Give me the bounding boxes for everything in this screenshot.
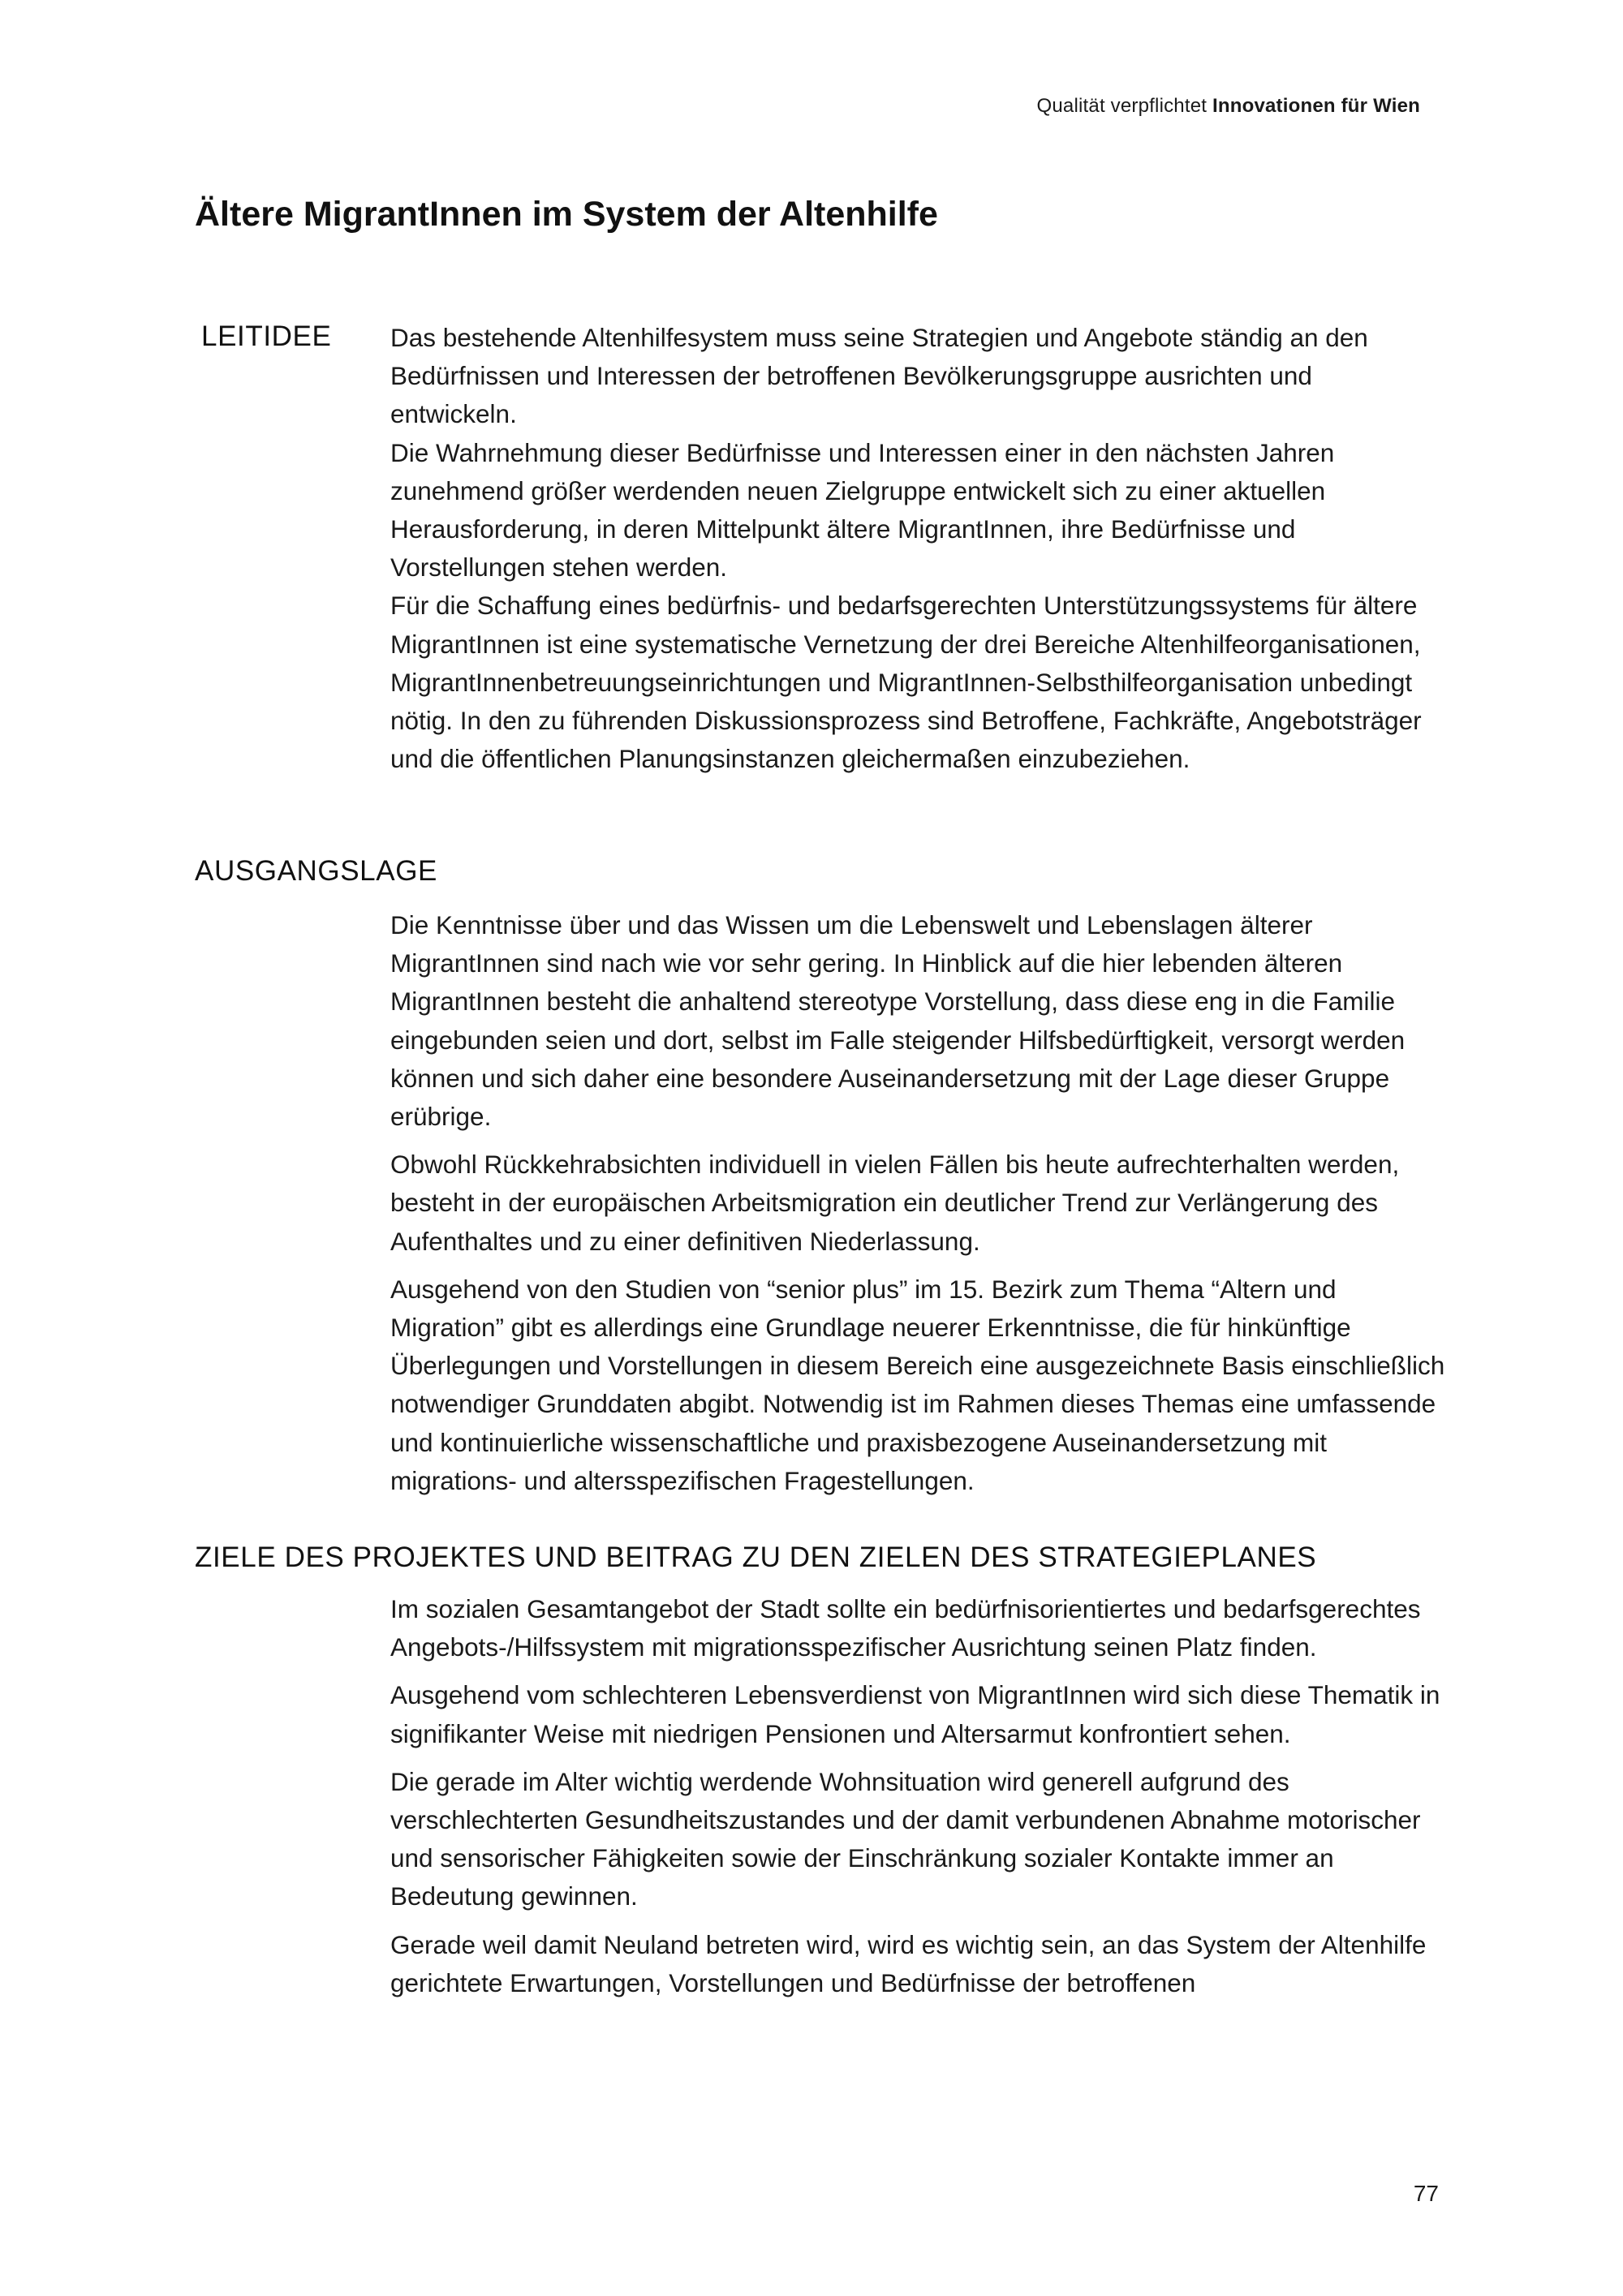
running-header (1037, 95, 1421, 118)
paragraph: Die Wahrnehmung dieser Bedürfnisse und Interessen einer in den nächsten Jahren zunehmend größer werdenden neuen Zielgruppe entwickelt sich zu einer aktuellen Herausforderung, in deren Mittelpunkt ältere MigrantInnen, ihre Bedürfnisse und Vorstellungen stehen werden. (390, 437, 1335, 583)
section-body-ausgangslage (390, 906, 1445, 1500)
paragraph: Die Kenntnisse über und das Wissen um die Lebenswelt und Lebenslagen älterer MigrantInnen sind nach wie vor sehr gering. In Hinblick auf die hier lebenden älteren MigrantInnen besteht die anhaltend stereotype Vorstellung, dass diese eng in die Familie eingebunden seien und dort, selbst im Falle steigender Hilfsbedürftigkeit, versorgt werden können und sich daher eine besondere Auseinandersetzung mit der Lage dieser Gruppe erübrige. (390, 910, 1406, 1132)
paragraph: Die gerade im Alter wichtig werdende Wohnsituation wird generell aufgrund des verschlechterten Gesundheitszustandes und der damit verbundenen Abnahme motorischer und sensorischer Fähigkeiten sowie der Einschränkung sozialer Kontakte immer an Bedeutung gewinnen. (390, 1766, 1421, 1911)
header-prefix: Qualität verpflichtet (1036, 95, 1208, 117)
paragraph: Ausgehend vom schlechteren Lebensverdienst von MigrantInnen wird sich diese Thematik in signifikanter Weise mit niedrigen Pensionen und Altersarmut konfrontiert sehen. (390, 1680, 1440, 1748)
section-body-leitidee (390, 319, 1445, 778)
paragraph: Für die Schaffung eines bedürfnis- und bedarfsgerechten Unterstützungssystems für ältere MigrantInnen ist eine systematische Vernetzung der drei Bereiche Altenhilfeorganisationen, MigrantInnenbetreuungseinrichtungen und MigrantInnen-Selbsthilfeorganisation unbedingt nötig. In den zu führenden Diskussionsprozess sind Betroffene, Fachkräfte, Angebotsträger und die öffentlichen Planungsinstanzen gleichermaßen einzubeziehen. (390, 591, 1422, 774)
section-label-leitidee: LEITIDEE (201, 320, 332, 352)
paragraph: Gerade weil damit Neuland betreten wird, wird es wichtig sein, an das System der Altenhilfe gerichtete Erwartungen, Vorstellungen und Bedürfnisse der betroffenen (390, 1929, 1427, 1997)
section-label-ziele: ZIELE DES PROJEKTES UND BEITRAG ZU DEN ZIELEN DES STRATEGIEPLANES (195, 1541, 1317, 1573)
paragraph: Ausgehend von den Studien von “senior plus” im 15. Bezirk zum Thema “Altern und Migration” gibt es allerdings eine Grundlage neuerer Erkenntnisse, die für hinkünftige Überlegungen und Vorstellungen in diesem Bereich eine ausgezeichnete Basis einschließlich notwendiger Grunddaten abgibt. Notwendig ist im Rahmen dieses Themas eine umfassende und kontinuierliche wissenschaftliche und praxisbezogene Auseinandersetzung mit migrations- und altersspezifischen Fragestellungen. (390, 1274, 1445, 1495)
paragraph: Das bestehende Altenhilfesystem muss seine Strategien und Angebote ständig an den Bedürfnissen und Interessen der betroffenen Bevölkerungsgruppe ausrichten und entwickeln. (390, 323, 1368, 429)
header-emphasis: Innovationen für Wien (1212, 95, 1420, 117)
page-number: 77 (1413, 2181, 1439, 2206)
paragraph: Im sozialen Gesamtangebot der Stadt sollte ein bedürfnisorientiertes und bedarfsgerechtes Angebots-/Hilfssystem mit migrationsspezifischer Ausrichtung seinen Platz finden. (390, 1594, 1421, 1662)
section-label-ausgangslage: AUSGANGSLAGE (195, 855, 437, 887)
paragraph: Obwohl Rückkehrabsichten individuell in vielen Fällen bis heute aufrechterhalten werden, besteht in der europäischen Arbeitsmigration ein deutlicher Trend zur Verlängerung des Aufenthaltes und zu einer definitiven Niederlassung. (390, 1150, 1400, 1256)
section-body-ziele (390, 1590, 1445, 2002)
page-title: Ältere MigrantInnen im System der Altenhilfe (195, 195, 938, 234)
